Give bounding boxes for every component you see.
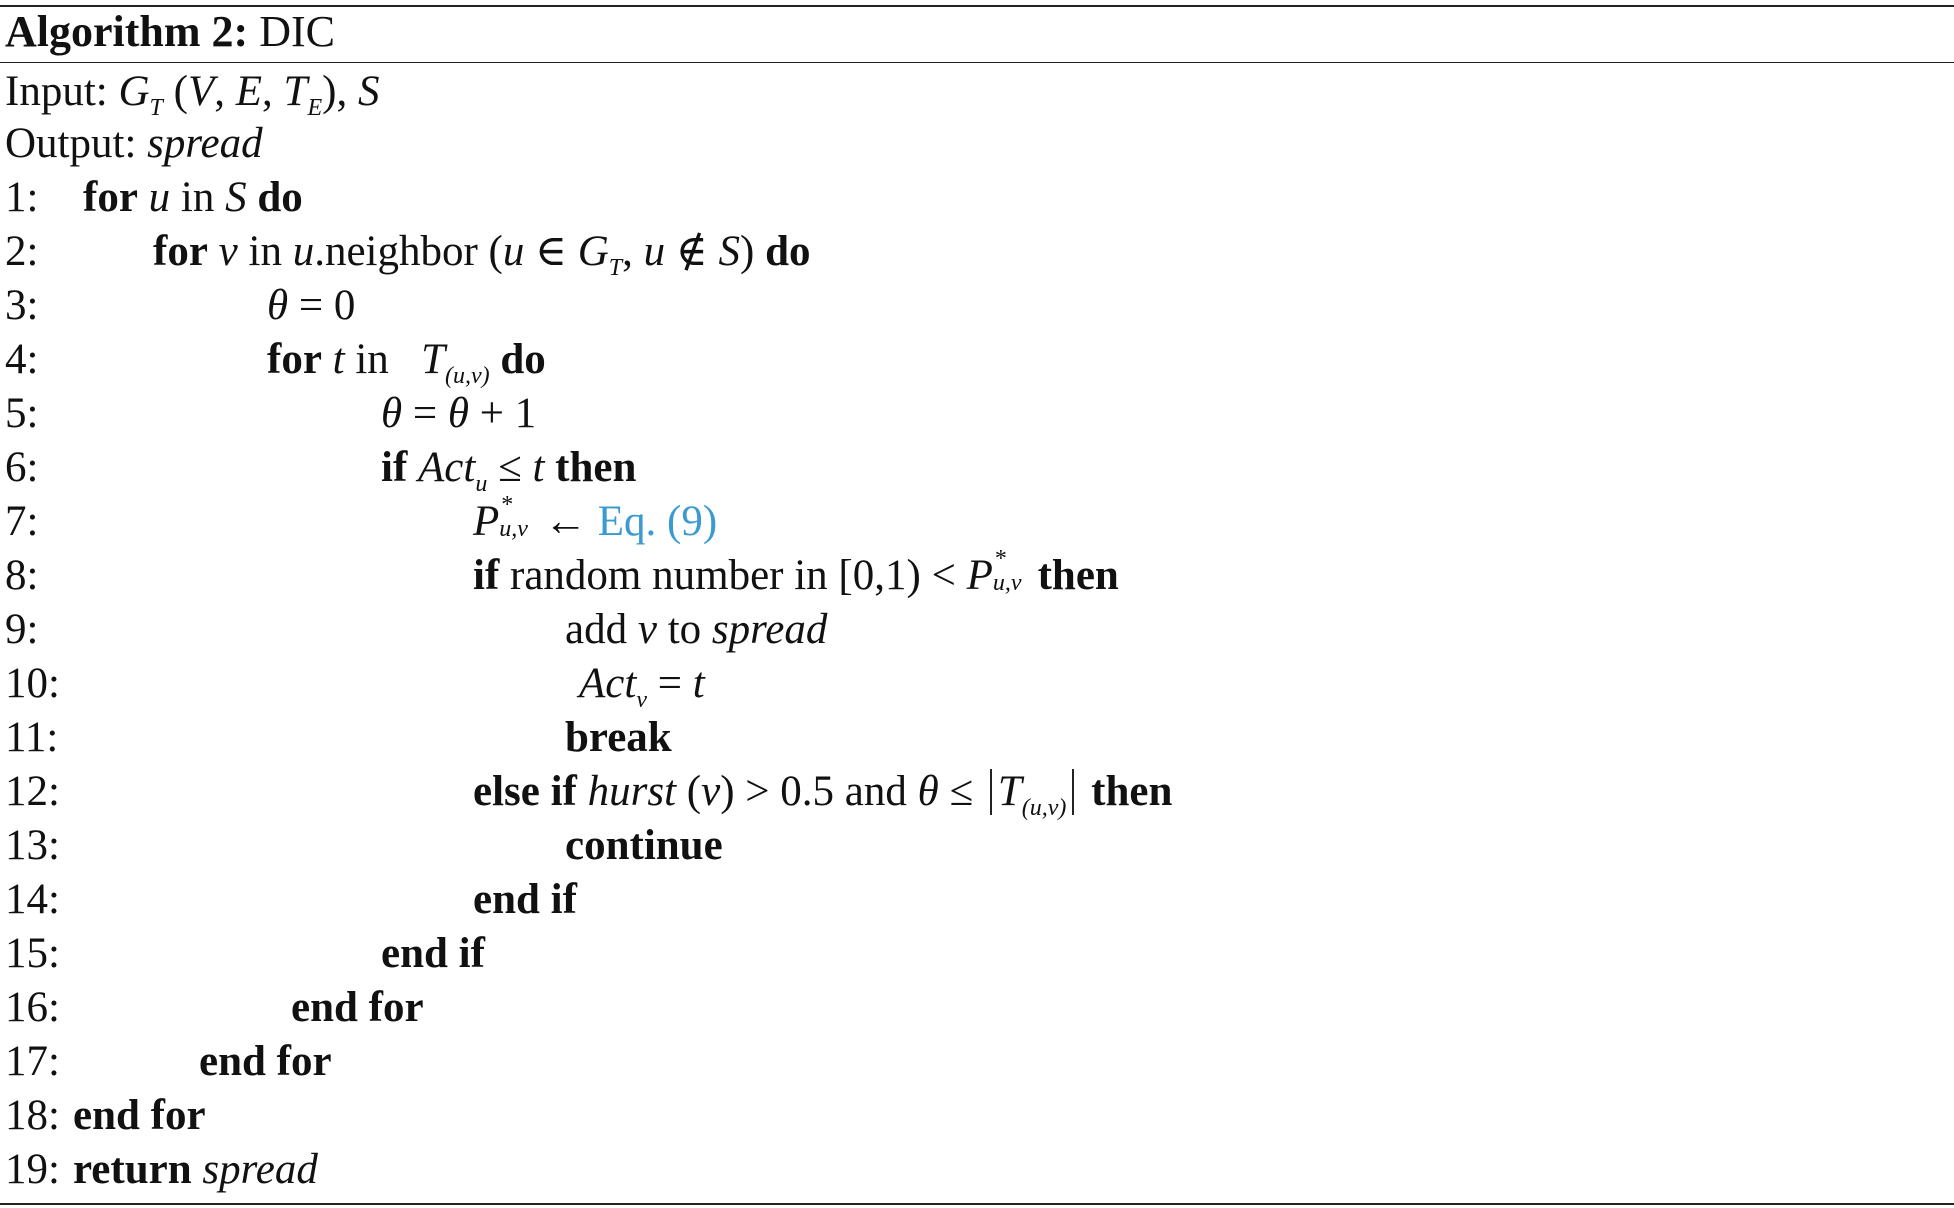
algorithm-title [5,4,335,60]
algorithm-label: Algorithm 2: [5,7,249,56]
output-value: spread [147,120,263,167]
line-number: 5: [5,390,39,437]
output-label: Output: [5,120,137,167]
line-number: 14: [5,876,60,923]
line-number: 9: [5,606,39,653]
line-number: 8: [5,552,39,599]
line-number: 17: [5,1038,60,1085]
algorithm-block: Algorithm 2: DIC Input: $G_T$ (V, E, $T_E$), S Output: spread 1: for u in S do 2: for v in u.neighbor (u ∈ $G_T$, u ∉ S) do 3: θ = 0 4: for t in $T_{(u,v)}$ do 5: θ = θ + 1 6: if Act$_u$ ≤ t then 7: P * u,v ← Eq. (9) 8: if random number in [0,1) < P * u,v then 9: add v to spread 10: Act$_v$ = t 11: break 12: else if hurst (v) > 0.5 and $\theta \le T_{(u,v)}$ then 13: continue 14: end if 15: end if 16: end for 17: end for 18: end for 19: return spread [0,0,1954,1208]
algorithm-name: DIC [259,7,335,56]
line-number: 10: [5,660,60,707]
line-number: 3: [5,282,39,329]
header-rule [0,62,1954,63]
output-line [5,118,263,170]
line-number: 1: [5,174,39,221]
line-number: 13: [5,822,60,869]
bottom-rule [0,1203,1954,1205]
line-number: 4: [5,336,39,383]
line-number: 7: [5,498,39,545]
line-number: 19: [5,1146,60,1193]
input-label: Input: [5,68,108,115]
equation-link[interactable]: Eq. (9) [597,498,718,545]
line-number: 18: [5,1092,60,1139]
line-number: 15: [5,930,60,977]
line-number: 11: [5,714,59,761]
line-number: 12: [5,768,60,815]
line-number: 16: [5,984,60,1031]
line-number: 2: [5,228,39,275]
input-line: Input: $G_T$ (V, E, $T_E$), S [5,68,380,121]
line-number: 6: [5,444,39,491]
